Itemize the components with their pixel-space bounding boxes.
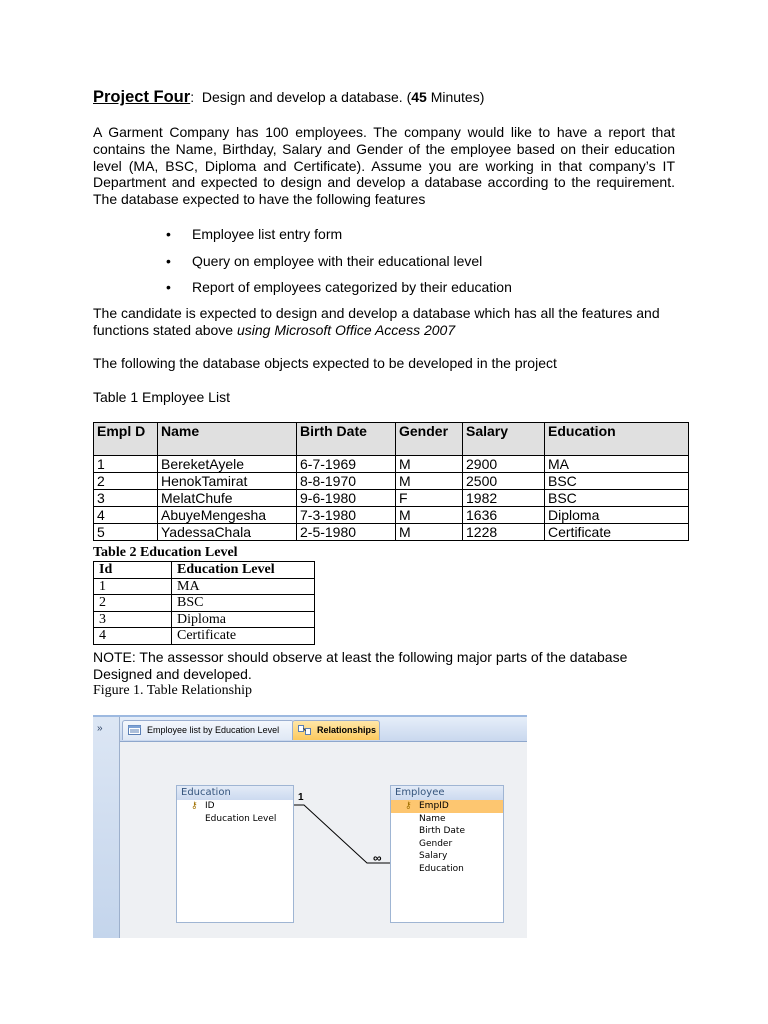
table-cell: 1: [94, 578, 172, 595]
field-row[interactable]: Gender: [419, 838, 453, 849]
table1-title: Table 1 Employee List: [93, 389, 230, 405]
table-header-row: [94, 423, 689, 456]
table-cell: 2900: [463, 456, 545, 473]
employee-table-box[interactable]: [390, 785, 504, 923]
heading-colon: :: [190, 89, 195, 105]
table-cell: 1: [94, 456, 158, 473]
table-cell: 4: [94, 507, 158, 524]
table-cell: F: [396, 490, 463, 507]
field-row[interactable]: Birth Date: [419, 826, 465, 836]
table-cell: 3: [94, 490, 158, 507]
col-header: Id: [94, 562, 172, 579]
table-cell: 6-7-1969: [297, 456, 396, 473]
report-icon: [128, 725, 141, 735]
document-tab-bar: [120, 717, 527, 742]
col-header: Education: [545, 423, 689, 456]
relationships-icon: [298, 725, 311, 735]
tab-relationships[interactable]: [292, 720, 380, 740]
relationship-many-label: ∞: [373, 851, 382, 865]
table-cell: 8-8-1970: [297, 473, 396, 490]
nav-pane-toggle-icon[interactable]: »: [97, 723, 103, 734]
table-cell: 7-3-1980: [297, 507, 396, 524]
feature-item: • Report of employees categorized by their education: [166, 279, 512, 306]
feature-list: [166, 226, 512, 306]
table-cell: 9-6-1980: [297, 490, 396, 507]
table-cell: 4: [94, 628, 172, 645]
education-table-title: Education: [177, 786, 293, 800]
table-cell: 3: [94, 611, 172, 628]
table-row: [94, 628, 315, 645]
candidate-access-version: using Microsoft Office Access 2007: [237, 321, 456, 338]
table-cell: M: [396, 456, 463, 473]
tab-employee-report[interactable]: [122, 720, 294, 740]
table-cell: 1228: [463, 524, 545, 541]
table-row: [94, 473, 689, 490]
objects-paragraph: The following the database objects expected to be developed in the project: [93, 355, 557, 371]
relationship-one-label: 1: [298, 792, 304, 803]
table-cell: BSC: [172, 595, 315, 612]
field-row[interactable]: ⚷ ID: [191, 801, 215, 811]
col-header: Salary: [463, 423, 545, 456]
tab-label: Employee list by Education Level: [147, 725, 280, 735]
education-level-table: [93, 561, 315, 645]
field-row[interactable]: Education: [419, 863, 464, 874]
table-cell: 2: [94, 595, 172, 612]
table-header-row: [94, 562, 315, 579]
table-cell: MelatChufe: [158, 490, 297, 507]
col-header: Education Level: [172, 562, 315, 579]
table-cell: HenokTamirat: [158, 473, 297, 490]
employee-table-title: Employee: [391, 786, 503, 800]
project-heading: [93, 88, 484, 107]
field-row[interactable]: Salary: [419, 851, 448, 861]
field-row[interactable]: Education Level: [205, 813, 277, 824]
table-row: [94, 507, 689, 524]
table-cell: Certificate: [545, 524, 689, 541]
figure-title: Figure 1. Table Relationship: [93, 683, 252, 698]
table-cell: MA: [545, 456, 689, 473]
heading-desc-post: Minutes): [426, 89, 485, 105]
feature-item: • Query on employee with their educational level: [166, 253, 512, 280]
education-table-box[interactable]: [176, 785, 294, 923]
heading-minutes: 45: [411, 89, 427, 105]
intro-paragraph: A Garment Company has 100 employees. The company would like to have a report that contains the Name, Birthday, Salary and Gender of the employee based on their education level (MA, BSC, Diploma and Certificate). Assume you are working in that company’s IT Department and expected to design and develop a database according to the requirement. The database expected to have the following features: [93, 124, 675, 208]
project-title: Project Four: [93, 88, 191, 106]
table2-title: Table 2 Education Level: [93, 545, 238, 560]
col-header: Name: [158, 423, 297, 456]
table-cell: AbuyeMengesha: [158, 507, 297, 524]
table-cell: YadessaChala: [158, 524, 297, 541]
relationships-canvas[interactable]: [120, 742, 527, 938]
table-cell: M: [396, 507, 463, 524]
navigation-pane[interactable]: [93, 717, 120, 938]
table-cell: BereketAyele: [158, 456, 297, 473]
table-cell: 1636: [463, 507, 545, 524]
candidate-text: The candidate is expected to design and develop a database which has all the features and functions stated above: [93, 305, 660, 338]
table-cell: M: [396, 524, 463, 541]
table-cell: MA: [172, 578, 315, 595]
primary-key-icon: ⚷: [191, 801, 198, 811]
employee-list-table: [93, 422, 689, 541]
field-row-selected[interactable]: ⚷ EmpID: [391, 800, 503, 813]
col-header: Gender: [396, 423, 463, 456]
table-cell: BSC: [545, 473, 689, 490]
note-paragraph: NOTE: The assessor should observe at least the following major parts of the database Designed and developed.: [93, 649, 628, 682]
table-cell: 5: [94, 524, 158, 541]
table-cell: Diploma: [172, 611, 315, 628]
table-cell: 2500: [463, 473, 545, 490]
table-row: [94, 611, 315, 628]
heading-desc-pre: Design and develop a database. (: [194, 89, 412, 105]
table-row: [94, 524, 689, 541]
table-row: [94, 595, 315, 612]
field-row[interactable]: Name: [419, 813, 446, 824]
table-cell: 2-5-1980: [297, 524, 396, 541]
primary-key-icon: ⚷: [405, 801, 412, 811]
table-cell: 2: [94, 473, 158, 490]
candidate-paragraph: [93, 305, 675, 339]
table-cell: 1982: [463, 490, 545, 507]
table-cell: M: [396, 473, 463, 490]
table-cell: Certificate: [172, 628, 315, 645]
table-cell: BSC: [545, 490, 689, 507]
table-row: [94, 490, 689, 507]
tab-label: Relationships: [317, 725, 377, 735]
col-header: Empl D: [94, 423, 158, 456]
table-cell: Diploma: [545, 507, 689, 524]
access-relationships-screenshot: [93, 715, 527, 938]
feature-item: • Employee list entry form: [166, 226, 512, 253]
col-header: Birth Date: [297, 423, 396, 456]
table-row: [94, 578, 315, 595]
table-row: [94, 456, 689, 473]
